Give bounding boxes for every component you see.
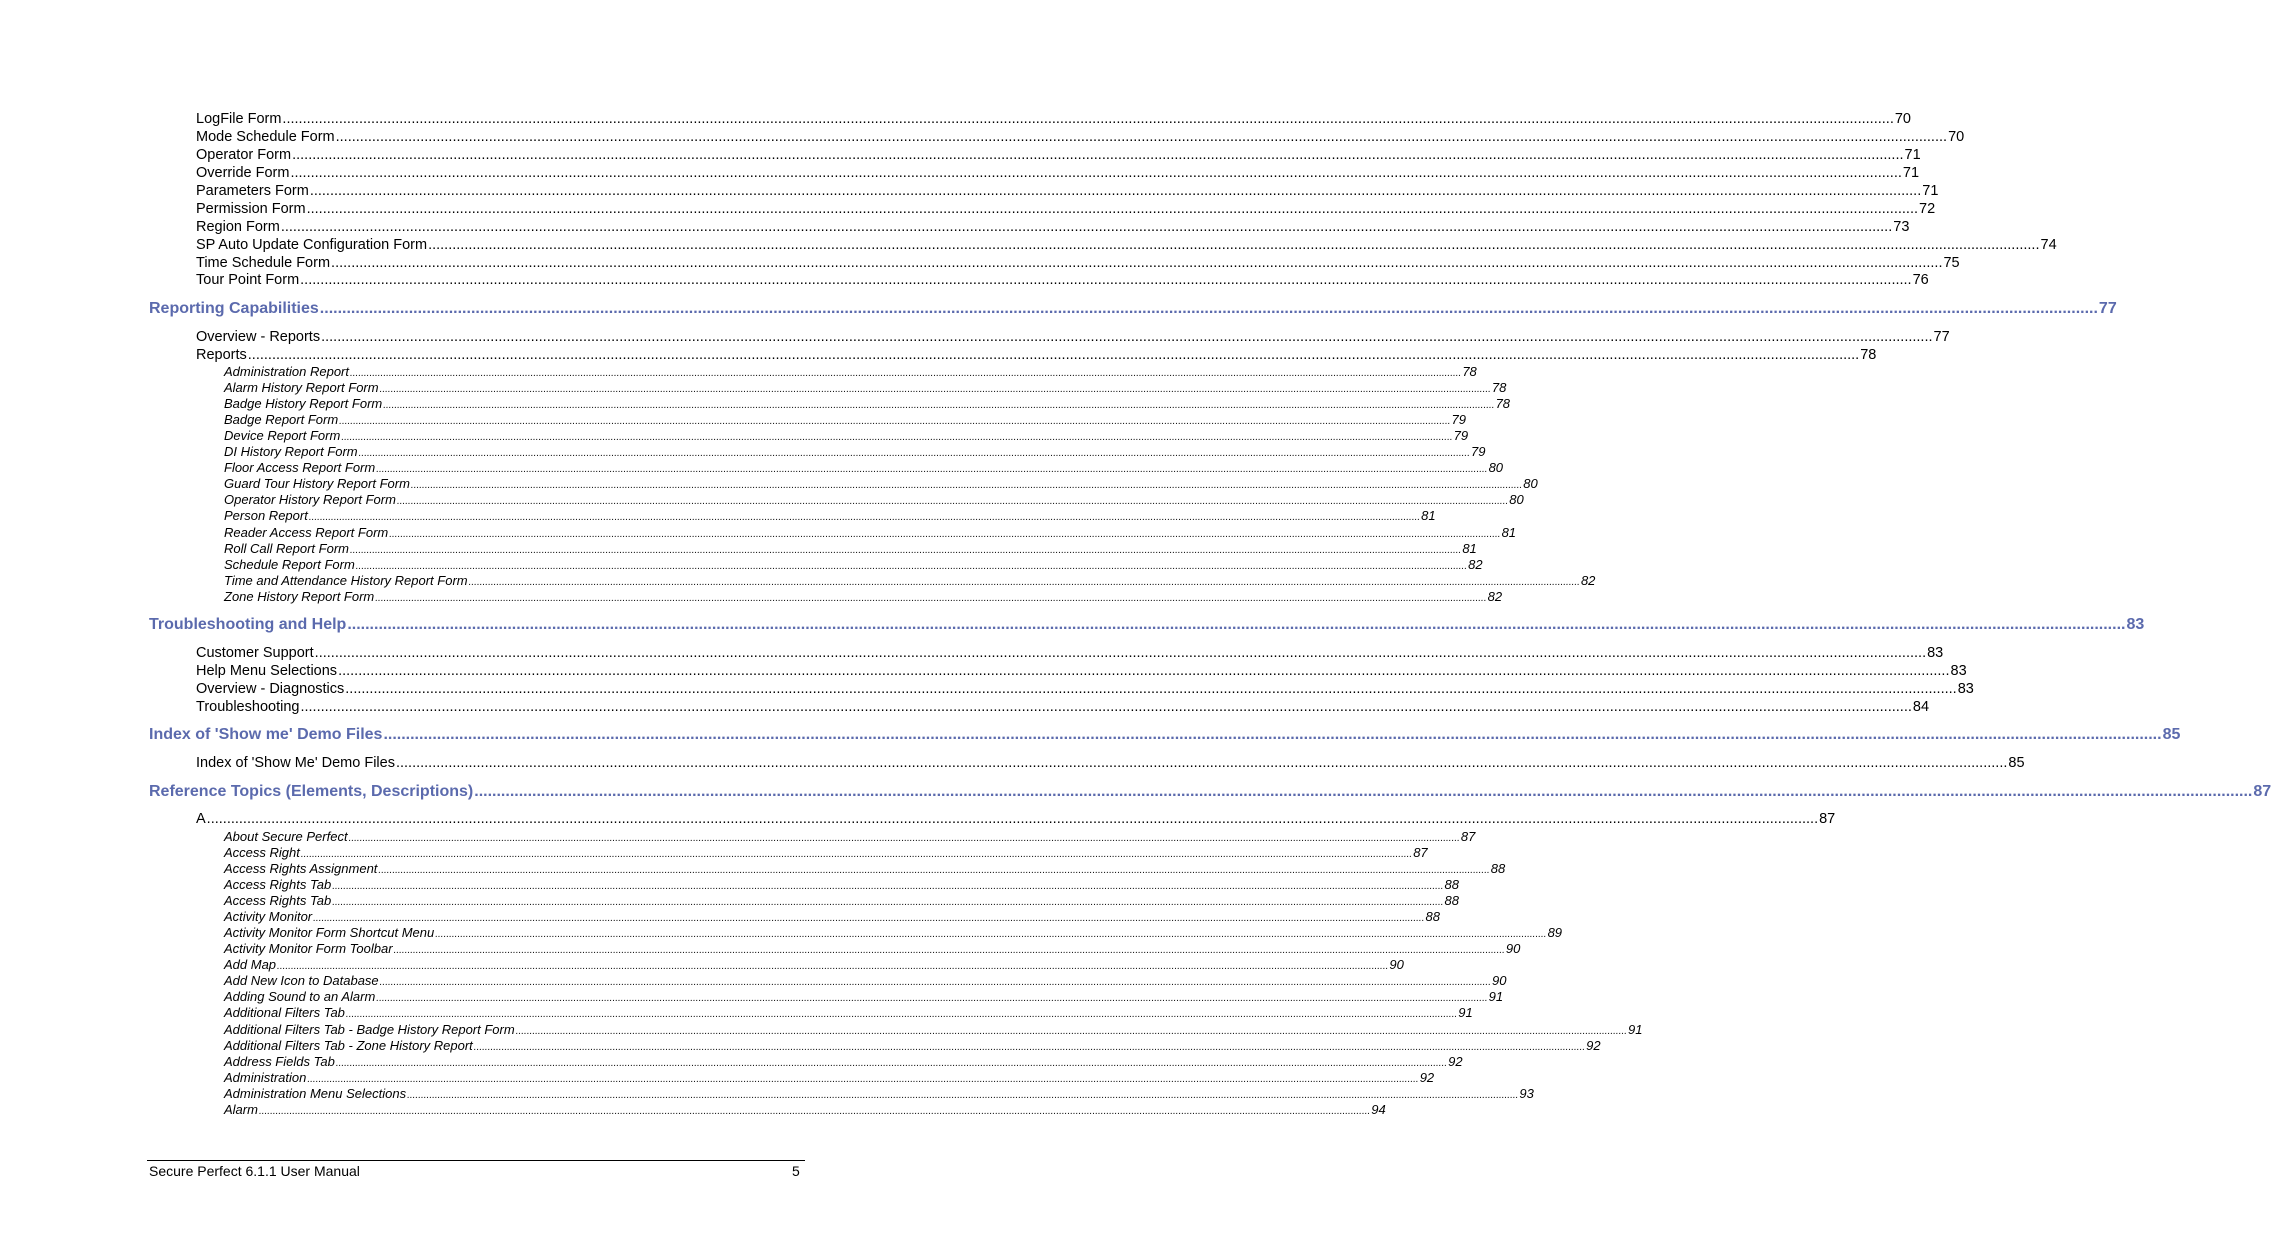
toc-entry-title: Add New Icon to Database [224, 973, 379, 988]
toc-entry-title: LogFile Form [196, 111, 282, 127]
footer-page-number: 5 [792, 1163, 800, 1179]
toc-entry-page: 88 [1425, 909, 1440, 924]
footer-divider [147, 1160, 805, 1161]
toc-entry-title: Override Form [196, 165, 290, 181]
toc-entry-title: Overview - Diagnostics [196, 681, 345, 697]
toc-dot-leader: ................................................................................................................................................................................................................................................................................................................................................................................................................ [307, 1074, 1419, 1085]
toc-entry-page: 83 [1957, 681, 1974, 697]
toc-entry-page: 87 [1413, 845, 1428, 860]
toc-entry-title: Activity Monitor [224, 909, 313, 924]
toc-entry-page: 92 [1419, 1070, 1435, 1085]
toc-entry-page: 94 [1371, 1102, 1386, 1117]
toc-entry-page: 90 [1389, 957, 1404, 972]
toc-entry[interactable] [224, 1038, 1601, 1053]
toc-dot-leader: ................................................................................................................................................................................................................................................................................................................................................................................................................ [393, 945, 1505, 956]
toc-entry[interactable] [224, 444, 1486, 459]
toc-entry-title: Access Rights Tab [224, 893, 332, 908]
toc-entry-title: Overview - Reports [196, 329, 321, 345]
toc-dot-leader: ................................................................................................................................................................................................................................................................................................................................................................................................................ [355, 561, 1468, 572]
toc-entry-page: 90 [1491, 973, 1507, 988]
toc-dot-leader: ................................................................................................................................................................................................................................................................................................................................................................................................................ [345, 681, 1957, 697]
toc-dot-leader: ................................................................................................................................................................................................................................................................................................................................................................................................................ [306, 201, 1919, 217]
toc-dot-leader: ................................................................................................................................................................................................................................................................................................................................................................................................................ [331, 255, 1943, 271]
toc-entry-title: Access Right [224, 845, 300, 860]
toc-entry-title: Roll Call Report Form [224, 541, 349, 556]
toc-dot-leader: ................................................................................................................................................................................................................................................................................................................................................................................................................ [358, 448, 1470, 459]
toc-dot-leader: ................................................................................................................................................................................................................................................................................................................................................................................................................ [338, 663, 1950, 679]
toc-entry-title: A [196, 811, 206, 827]
toc-dot-leader: ................................................................................................................................................................................................................................................................................................................................................................................................................ [350, 368, 1462, 379]
toc-entry[interactable] [196, 811, 1836, 827]
toc-entry-page: 83 [1927, 645, 1944, 661]
toc-entry-title: Index of 'Show Me' Demo Files [196, 755, 395, 771]
toc-dot-leader: ................................................................................................................................................................................................................................................................................................................................................................................................................ [332, 897, 1444, 908]
toc-dot-leader: ................................................................................................................................................................................................................................................................................................................................................................................................................ [292, 147, 1904, 163]
toc-dot-leader: ................................................................................................................................................................................................................................................................................................................................................................................................................ [474, 783, 2253, 800]
toc-dot-leader: ................................................................................................................................................................................................................................................................................................................................................................................................................ [300, 849, 1413, 860]
toc-dot-leader: ................................................................................................................................................................................................................................................................................................................................................................................................................ [379, 977, 1491, 988]
toc-dot-leader: ................................................................................................................................................................................................................................................................................................................................................................................................................ [314, 645, 1927, 661]
toc-entry-page: 87 [1819, 811, 1836, 827]
toc-dot-leader: ................................................................................................................................................................................................................................................................................................................................................................................................................ [468, 577, 1580, 588]
toc-entry-page: 82 [1487, 589, 1503, 604]
toc-section-heading[interactable] [149, 726, 2181, 744]
toc-entry[interactable] [196, 699, 1930, 715]
toc-entry-title: Administration Report [224, 364, 349, 379]
toc-entry-page: 79 [1470, 444, 1486, 459]
toc-entry-page: 88 [1490, 861, 1506, 876]
toc-dot-leader: ................................................................................................................................................................................................................................................................................................................................................................................................................ [280, 219, 1893, 235]
toc-entry[interactable] [196, 147, 1921, 163]
toc-dot-leader: ................................................................................................................................................................................................................................................................................................................................................................................................................ [335, 129, 1948, 145]
toc-dot-leader: ................................................................................................................................................................................................................................................................................................................................................................................................................ [407, 1090, 1519, 1101]
toc-entry-title: Alarm History Report Form [224, 380, 379, 395]
toc-dot-leader: ................................................................................................................................................................................................................................................................................................................................................................................................................ [277, 961, 1389, 972]
toc-entry-page: 78 [1462, 364, 1477, 379]
toc-dot-leader: ................................................................................................................................................................................................................................................................................................................................................................................................................ [335, 1058, 1448, 1069]
toc-entry[interactable] [224, 541, 1477, 556]
toc-entry[interactable] [224, 1054, 1463, 1069]
toc-dot-leader: ................................................................................................................................................................................................................................................................................................................................................................................................................ [376, 993, 1488, 1004]
toc-dot-leader: ................................................................................................................................................................................................................................................................................................................................................................................................................ [206, 811, 1819, 827]
toc-entry[interactable] [224, 829, 1476, 844]
toc-entry-title: Reader Access Report Form [224, 525, 389, 540]
toc-entry[interactable] [196, 347, 1877, 363]
toc-entry-page: 88 [1444, 893, 1459, 908]
toc-entry[interactable] [224, 1005, 1473, 1020]
toc-entry[interactable] [224, 396, 1511, 411]
toc-entry-page: 81 [1421, 508, 1436, 523]
toc-entry-page: 73 [1893, 219, 1910, 235]
toc-dot-leader: ................................................................................................................................................................................................................................................................................................................................................................................................................ [341, 432, 1453, 443]
toc-entry[interactable] [196, 129, 1965, 145]
footer-title: Secure Perfect 6.1.1 User Manual [149, 1163, 360, 1179]
toc-entry-page: 79 [1453, 428, 1469, 443]
toc-section-heading[interactable] [149, 616, 2145, 634]
toc-entry-page: 70 [1894, 111, 1911, 127]
toc-dot-leader: ................................................................................................................................................................................................................................................................................................................................................................................................................ [428, 237, 2040, 253]
toc-dot-leader: ................................................................................................................................................................................................................................................................................................................................................................................................................ [348, 833, 1460, 844]
toc-entry-page: 75 [1943, 255, 1960, 271]
toc-dot-leader: ................................................................................................................................................................................................................................................................................................................................................................................................................ [290, 165, 1902, 181]
toc-dot-leader: ................................................................................................................................................................................................................................................................................................................................................................................................................ [300, 272, 1912, 288]
toc-entry-page: 74 [2040, 237, 2057, 253]
toc-entry-page: 85 [2008, 755, 2025, 771]
toc-entry[interactable] [224, 845, 1428, 860]
toc-entry-page: 91 [1488, 989, 1504, 1004]
toc-entry[interactable] [224, 508, 1436, 523]
toc-entry-title: Device Report Form [224, 428, 341, 443]
toc-dot-leader: ................................................................................................................................................................................................................................................................................................................................................................................................................ [376, 464, 1488, 475]
toc-entry-title: Reports [196, 347, 247, 363]
toc-entry-title: Permission Form [196, 201, 306, 217]
toc-entry[interactable] [196, 165, 1920, 181]
toc-entry-page: 92 [1448, 1054, 1463, 1069]
toc-entry[interactable] [196, 272, 1929, 288]
toc-entry-title: Region Form [196, 219, 280, 235]
toc-dot-leader: ................................................................................................................................................................................................................................................................................................................................................................................................................ [332, 881, 1444, 892]
toc-entry-title: Customer Support [196, 645, 314, 661]
toc-dot-leader: ................................................................................................................................................................................................................................................................................................................................................................................................................ [308, 512, 1421, 523]
toc-entry[interactable] [224, 428, 1469, 443]
toc-entry-title: About Secure Perfect [224, 829, 348, 844]
toc-entry-page: 92 [1586, 1038, 1601, 1053]
toc-entry-page: 78 [1495, 396, 1511, 411]
toc-dot-leader: ................................................................................................................................................................................................................................................................................................................................................................................................................ [515, 1026, 1628, 1037]
toc-entry-title: Zone History Report Form [224, 589, 375, 604]
toc-entry-page: 71 [1902, 165, 1920, 181]
toc-entry[interactable] [224, 476, 1538, 491]
toc-entry[interactable] [224, 380, 1507, 395]
toc-section-heading[interactable] [149, 300, 2117, 318]
toc-dot-leader: ................................................................................................................................................................................................................................................................................................................................................................................................................ [396, 496, 1509, 507]
toc-entry[interactable] [224, 1086, 1534, 1101]
toc-entry-page: 71 [1904, 147, 1921, 163]
toc-dot-leader: ................................................................................................................................................................................................................................................................................................................................................................................................................ [435, 929, 1547, 940]
toc-entry-title: Add Map [224, 957, 277, 972]
toc-entry-title: Mode Schedule Form [196, 129, 335, 145]
toc-entry[interactable] [224, 1102, 1386, 1117]
toc-entry-title: Guard Tour History Report Form [224, 476, 410, 491]
toc-dot-leader: ................................................................................................................................................................................................................................................................................................................................................................................................................ [378, 865, 1490, 876]
toc-entry-title: Troubleshooting and Help [149, 616, 347, 633]
toc-entry-title: Address Fields Tab [224, 1054, 335, 1069]
toc-entry-page: 91 [1458, 1005, 1473, 1020]
toc-entry-page: 76 [1912, 272, 1929, 288]
toc-entry[interactable] [196, 255, 1960, 271]
toc-entry[interactable] [196, 663, 1967, 679]
toc-entry-title: Time and Attendance History Report Form [224, 573, 468, 588]
toc-entry[interactable] [224, 861, 1506, 876]
toc-entry[interactable] [196, 111, 1911, 127]
toc-dot-leader: ................................................................................................................................................................................................................................................................................................................................................................................................................ [309, 183, 1922, 199]
toc-dot-leader: ................................................................................................................................................................................................................................................................................................................................................................................................................ [473, 1042, 1586, 1053]
toc-entry[interactable] [224, 573, 1596, 588]
toc-entry-title: Reporting Capabilities [149, 300, 319, 317]
toc-entry-title: Access Rights Assignment [224, 861, 378, 876]
toc-entry-page: 80 [1523, 476, 1538, 491]
toc-entry-page: 93 [1519, 1086, 1534, 1101]
toc-entry-title: Badge Report Form [224, 412, 339, 427]
toc-entry[interactable] [224, 941, 1521, 956]
toc-entry[interactable] [224, 909, 1440, 924]
toc-entry-page: 87 [2253, 783, 2271, 800]
toc-dot-leader: ................................................................................................................................................................................................................................................................................................................................................................................................................ [383, 726, 2162, 743]
toc-entry-title: Access Rights Tab [224, 877, 332, 892]
toc-entry-page: 85 [2162, 726, 2181, 743]
toc-entry-page: 81 [1462, 541, 1477, 556]
toc-entry[interactable] [224, 525, 1517, 540]
toc-dot-leader: ................................................................................................................................................................................................................................................................................................................................................................................................................ [319, 300, 2098, 317]
toc-dot-leader: ................................................................................................................................................................................................................................................................................................................................................................................................................ [321, 329, 1933, 345]
toc-entry-page: 80 [1488, 460, 1504, 475]
toc-dot-leader: ................................................................................................................................................................................................................................................................................................................................................................................................................ [258, 1106, 1371, 1117]
toc-entry[interactable] [224, 989, 1504, 1004]
toc-entry-page: 77 [1933, 329, 1950, 345]
toc-entry[interactable] [224, 1022, 1643, 1037]
toc-entry-page: 81 [1501, 525, 1517, 540]
toc-entry-page: 83 [1950, 663, 1967, 679]
toc-entry-title: Reference Topics (Elements, Descriptions) [149, 783, 474, 800]
toc-entry-page: 87 [1460, 829, 1476, 844]
toc-entry[interactable] [224, 893, 1459, 908]
toc-entry[interactable] [196, 219, 1910, 235]
toc-entry-title: Tour Point Form [196, 272, 300, 288]
toc-entry-title: SP Auto Update Configuration Form [196, 237, 428, 253]
toc-entry-title: Badge History Report Form [224, 396, 383, 411]
toc-dot-leader: ................................................................................................................................................................................................................................................................................................................................................................................................................ [383, 400, 1495, 411]
toc-entry[interactable] [224, 412, 1466, 427]
toc-entry-title: Additional Filters Tab - Badge History Report Form [224, 1022, 515, 1037]
toc-entry-page: 77 [2098, 300, 2117, 317]
toc-entry-page: 72 [1919, 201, 1936, 217]
toc-entry-title: Schedule Report Form [224, 557, 355, 572]
toc-entry-title: Administration [224, 1070, 307, 1085]
toc-entry[interactable] [224, 492, 1524, 507]
toc-dot-leader: ................................................................................................................................................................................................................................................................................................................................................................................................................ [339, 416, 1451, 427]
toc-entry[interactable] [224, 957, 1404, 972]
toc-entry-page: 78 [1491, 380, 1507, 395]
toc-entry-page: 80 [1509, 492, 1524, 507]
toc-entry[interactable] [224, 877, 1459, 892]
toc-entry-page: 78 [1860, 347, 1877, 363]
toc-entry-page: 90 [1505, 941, 1521, 956]
toc-entry-page: 82 [1468, 557, 1483, 572]
toc-entry-title: Activity Monitor Form Shortcut Menu [224, 925, 435, 940]
toc-entry-page: 84 [1912, 699, 1930, 715]
toc-dot-leader: ................................................................................................................................................................................................................................................................................................................................................................................................................ [282, 111, 1894, 127]
toc-entry-page: 91 [1628, 1022, 1643, 1037]
toc-entry-title: Operator History Report Form [224, 492, 396, 507]
toc-dot-leader: ................................................................................................................................................................................................................................................................................................................................................................................................................ [313, 913, 1425, 924]
toc-entry-title: Help Menu Selections [196, 663, 338, 679]
toc-entry[interactable] [196, 201, 1936, 217]
toc-entry-title: Index of 'Show me' Demo Files [149, 726, 383, 743]
toc-entry[interactable] [224, 364, 1477, 379]
toc-dot-leader: ................................................................................................................................................................................................................................................................................................................................................................................................................ [300, 699, 1912, 715]
toc-dot-leader: ................................................................................................................................................................................................................................................................................................................................................................................................................ [375, 593, 1487, 604]
toc-entry[interactable] [196, 237, 2057, 253]
toc-entry[interactable] [224, 557, 1483, 572]
toc-entry[interactable] [224, 973, 1507, 988]
toc-dot-leader: ................................................................................................................................................................................................................................................................................................................................................................................................................ [389, 529, 1501, 540]
toc-entry-title: Person Report [224, 508, 308, 523]
toc-entry[interactable] [196, 681, 1974, 697]
toc-entry-page: 88 [1444, 877, 1459, 892]
toc-dot-leader: ................................................................................................................................................................................................................................................................................................................................................................................................................ [379, 384, 1491, 395]
toc-dot-leader: ................................................................................................................................................................................................................................................................................................................................................................................................................ [395, 755, 2008, 771]
toc-dot-leader: ................................................................................................................................................................................................................................................................................................................................................................................................................ [247, 347, 1860, 363]
toc-entry[interactable] [224, 460, 1504, 475]
toc-entry-title: DI History Report Form [224, 444, 358, 459]
toc-entry[interactable] [196, 645, 1944, 661]
toc-entry-title: Activity Monitor Form Toolbar [224, 941, 393, 956]
toc-entry-title: Administration Menu Selections [224, 1086, 407, 1101]
toc-dot-leader: ................................................................................................................................................................................................................................................................................................................................................................................................................ [349, 545, 1462, 556]
toc-entry-page: 79 [1451, 412, 1466, 427]
toc-entry[interactable] [224, 925, 1563, 940]
toc-dot-leader: ................................................................................................................................................................................................................................................................................................................................................................................................................ [410, 480, 1523, 491]
toc-entry-page: 89 [1547, 925, 1563, 940]
toc-entry-title: Time Schedule Form [196, 255, 331, 271]
toc-entry-page: 82 [1580, 573, 1596, 588]
toc-entry-page: 70 [1948, 129, 1965, 145]
toc-dot-leader: ................................................................................................................................................................................................................................................................................................................................................................................................................ [345, 1009, 1458, 1020]
toc-entry-title: Additional Filters Tab - Zone History Report [224, 1038, 473, 1053]
toc-entry-page: 83 [2126, 616, 2145, 633]
toc-entry-page: 71 [1922, 183, 1939, 199]
toc-section-heading[interactable] [149, 783, 2271, 801]
toc-entry[interactable] [196, 755, 2025, 771]
toc-entry-title: Adding Sound to an Alarm [224, 989, 376, 1004]
toc-dot-leader: ................................................................................................................................................................................................................................................................................................................................................................................................................ [347, 616, 2126, 633]
toc-entry-title: Floor Access Report Form [224, 460, 376, 475]
toc-entry-title: Operator Form [196, 147, 292, 163]
toc-entry[interactable] [196, 183, 1939, 199]
toc-entry-title: Alarm [224, 1102, 258, 1117]
toc-entry[interactable] [224, 589, 1503, 604]
toc-entry-title: Parameters Form [196, 183, 309, 199]
toc-entry-title: Troubleshooting [196, 699, 300, 715]
toc-entry[interactable] [196, 329, 1950, 345]
toc-entry[interactable] [224, 1070, 1435, 1085]
toc-entry-title: Additional Filters Tab [224, 1005, 345, 1020]
